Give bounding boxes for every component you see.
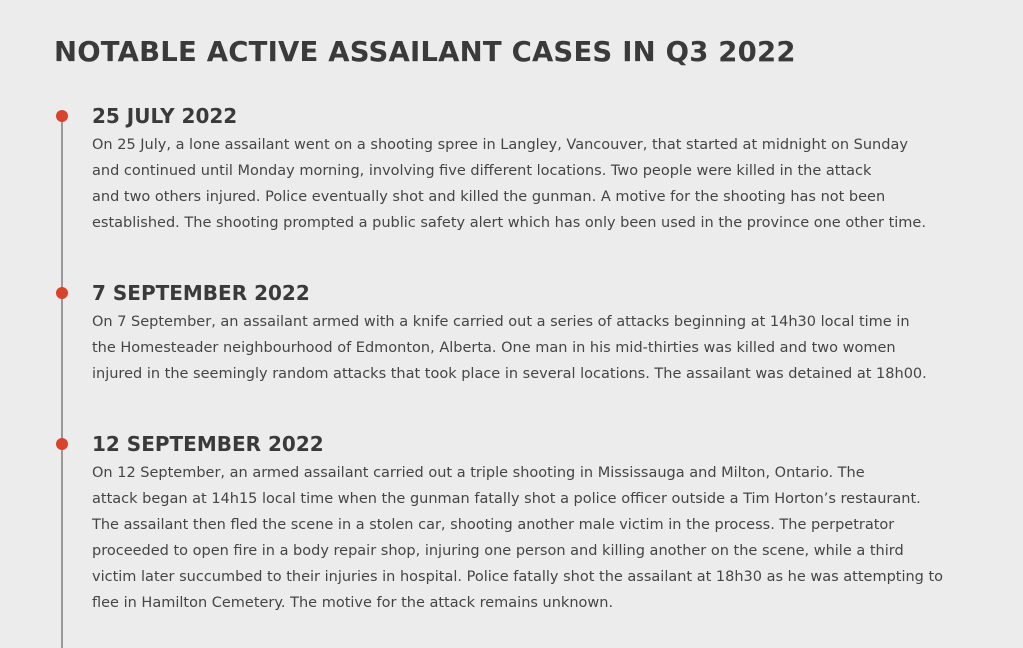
entry-text-line: established. The shooting prompted a public safety alert which has only been used in the province one other time.	[92, 215, 926, 231]
entry-description	[92, 132, 992, 236]
entry-text-line: flee in Hamilton Cemetery. The motive for the attack remains unknown.	[92, 595, 614, 611]
entry-text-line: victim later succumbed to their injuries in hospital. Police fatally shot the assailant at 18h30 as he was attempting to	[92, 569, 944, 585]
timeline-marker-icon	[56, 287, 68, 299]
entry-description	[92, 309, 992, 387]
entry-text-line: injured in the seemingly random attacks that took place in several locations. The assailant was detained at 18h00.	[92, 366, 927, 382]
entry-text-line: the Homesteader neighbourhood of Edmonton, Alberta. One man in his mid-thirties was killed and two women	[92, 340, 896, 356]
entry-text-line: On 7 September, an assailant armed with a knife carried out a series of attacks beginning at 14h30 local time in	[92, 314, 910, 330]
timeline-line	[61, 118, 63, 648]
entry-text-line: and two others injured. Police eventually shot and killed the gunman. A motive for the shooting has not been	[92, 189, 886, 205]
entry-text-line: The assailant then fled the scene in a stolen car, shooting another male victim in the process. The perpetrator	[92, 517, 895, 533]
entry-text-line: On 12 September, an armed assailant carried out a triple shooting in Mississauga and Milton, Ontario. The	[92, 465, 865, 481]
timeline-entry-25-july	[92, 104, 992, 236]
page-title: NOTABLE ACTIVE ASSAILANT CASES IN Q3 2022	[54, 36, 796, 68]
timeline-entry-7-september	[92, 281, 992, 387]
entry-text-line: and continued until Monday morning, involving five different locations. Two people were killed in the attack	[92, 163, 872, 179]
timeline-marker-icon	[56, 438, 68, 450]
timeline-marker-icon	[56, 110, 68, 122]
entry-description	[92, 460, 992, 616]
entry-date: 12 SEPTEMBER 2022	[92, 432, 324, 456]
entry-text-line: proceeded to open fire in a body repair shop, injuring one person and killing another on the scene, while a third	[92, 543, 904, 559]
timeline-entry-12-september	[92, 432, 992, 616]
entry-date: 25 JULY 2022	[92, 104, 238, 128]
entry-text-line: attack began at 14h15 local time when the gunman fatally shot a police officer outside a Tim Horton’s restaurant.	[92, 491, 921, 507]
entry-text-line: On 25 July, a lone assailant went on a shooting spree in Langley, Vancouver, that started at midnight on Sunday	[92, 137, 908, 153]
entry-date: 7 SEPTEMBER 2022	[92, 281, 310, 305]
